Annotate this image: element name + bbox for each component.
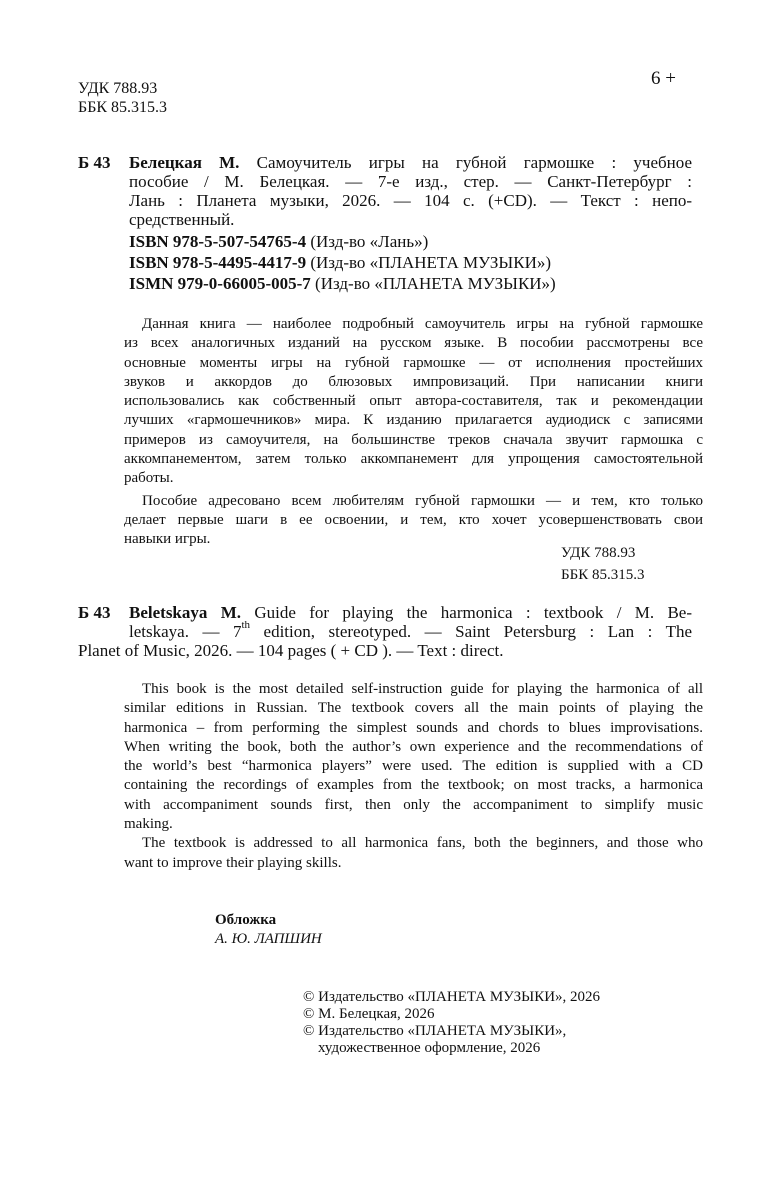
copyright-line: © Издательство «ПЛАНЕТА МУЗЫКИ», 2026: [303, 989, 601, 1005]
ismn-line: ISMN 979-0-66005-005-7 (Изд-во «ПЛАНЕТА МУЗЫКИ»): [129, 274, 556, 293]
isbn-line: ISBN 978-5-507-54765-4 (Изд-во «Лань»): [129, 232, 429, 251]
isbn-line: ISBN 978-5-4495-4417-9 (Изд-во «ПЛАНЕТА МУЗЫКИ»): [129, 253, 552, 272]
udk-code: УДК 788.93: [561, 545, 636, 561]
entry-line: Белецкая М. Самоучитель игры на губной гармошке : учебное: [129, 153, 692, 172]
bbk-code: ББК 85.315.3: [561, 567, 645, 583]
entry-label: Б 43: [78, 603, 111, 622]
udk-code: УДК 788.93: [78, 80, 158, 97]
copyright-line: художественное оформление, 2026: [318, 1040, 541, 1056]
copyright-line: © М. Белецкая, 2026: [303, 1006, 435, 1022]
copyright-line: © Издательство «ПЛАНЕТА МУЗЫКИ»,: [303, 1023, 567, 1039]
abstract-paragraph: This book is the most detailed self-instruction guide for playing the harmonica of all: [142, 681, 703, 697]
copyright-block: [303, 989, 600, 1057]
entry-line: letskaya. — 7th edition, stereotyped. — Saint Petersburg : Lan : The: [129, 619, 693, 641]
cover-artist: А. Ю. ЛАПШИН: [215, 931, 322, 947]
entry-line: Beletskaya M. Guide for playing the harmonica : textbook / M. Be-: [129, 603, 692, 622]
classification-codes-repeat: [561, 542, 644, 586]
entry-line: Лань : Планета музыки, 2026. — 104 с. (+CD). — Текст : непо-: [129, 191, 692, 210]
entry-line: средственный.: [129, 210, 235, 229]
abstract-paragraph: Данная книга — наиболее подробный самоучитель игры на губной гармошке: [142, 316, 703, 332]
abstract-en: This book is the most detailed self-instruction guide for playing the harmonica of all similar editions in Russian. The textbook covers all the main points of playing the harmonica – from performing the simplest sounds and chords to blues improvisations. When writing the book, both the author’s own experience and the recommendations of the world’s best “harmonica players” were used. The edition is supplied with a CD containing the recordings of examples from the textbook; on most tracks, a harmonica with accompaniment sounds first, then only the accompaniment to simplify music making. The textbook is addressed to all harmonica fans, both the beginners, and those who want to improve their playing skills.: [124, 681, 703, 871]
bibliographic-entry-ru: [78, 153, 692, 294]
age-rating: 6 +: [651, 68, 676, 89]
abstract-ru: Данная книга — наиболее подробный самоучитель игры на губной гармошке из всех аналогичных изданий на русском языке. В пособии рассмотрены все основные моменты игры на губной гармошке — от исполнения простейших звуков и аккордов до блюзовых импровизаций. При написании книги использовались как собственный опыт автора-составителя, так и рекомендации лучших «гармошечников» мира. К изданию прилагается аудиодиск с записями примеров из самоучителя, на большинстве треков сначала звучит гармошка с аккомпанементом, затем только аккомпанемент для упрощения самостоятельной работы. Пособие адресовано всем любителям губной гармошки — и тем, кто только делает первые шаги в ее освоении, и тем, кто хочет усовершенствовать свои навыки игры.: [124, 316, 703, 548]
cover-credit: [215, 911, 322, 949]
cover-heading: Обложка: [215, 912, 277, 928]
entry-label: Б 43: [78, 153, 111, 172]
entry-author: Белецкая М.: [129, 153, 240, 172]
entry-author: Beletskaya M.: [129, 603, 242, 622]
entry-line: пособие / М. Белецкая. — 7-е изд., стер. — Санкт-Петербург :: [129, 172, 692, 191]
abstract-paragraph: The textbook is addressed to all harmonica fans, both the beginners, and those who: [142, 835, 703, 852]
bbk-code: ББК 85.315.3: [78, 99, 168, 116]
classification-codes: [78, 79, 167, 117]
bibliographic-entry-en: [78, 603, 692, 660]
entry-line: Planet of Music, 2026. — 104 pages ( + CD ). — Text : direct.: [78, 641, 504, 660]
abstract-paragraph: Пособие адресовано всем любителям губной гармошки — и тем, кто только: [142, 492, 703, 509]
